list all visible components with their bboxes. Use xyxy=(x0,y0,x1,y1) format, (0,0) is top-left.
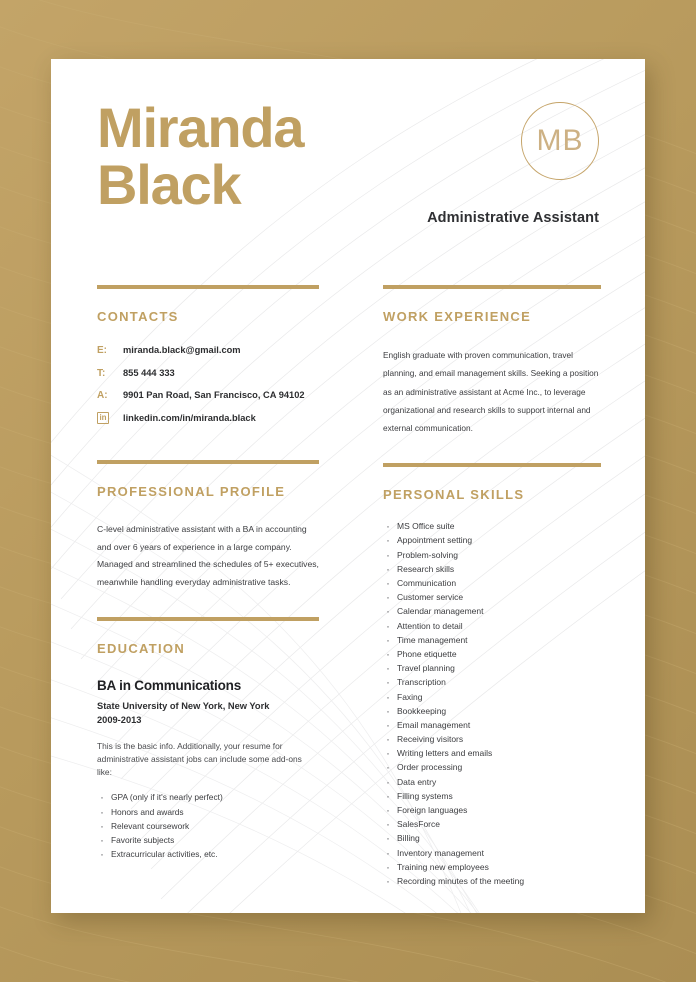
list-item: · Email management xyxy=(383,718,601,732)
list-item: · Receiving visitors xyxy=(383,732,601,746)
linkedin-icon[interactable]: in xyxy=(97,412,109,424)
education-bullet-list xyxy=(97,790,319,861)
section-title-education: EDUCATION xyxy=(97,641,186,657)
resume-card xyxy=(51,59,645,913)
section-professional-profile xyxy=(97,460,319,591)
work-experience-body: English graduate with proven communication, travel planning, and email management skills. Seeking a position as an administrative assistant at Acme Inc., to leverage organizational and research skills to support internal and external communication. xyxy=(383,350,599,433)
contact-list xyxy=(97,344,319,425)
list-item: · Research skills xyxy=(383,562,601,576)
list-item: · Travel planning xyxy=(383,661,601,675)
resume-header xyxy=(97,97,601,285)
section-personal-skills xyxy=(383,463,601,888)
contact-row-phone[interactable] xyxy=(97,367,319,380)
contact-row-address[interactable] xyxy=(97,389,319,402)
contact-value-linkedin[interactable]: linkedin.com/in/miranda.black xyxy=(123,412,256,423)
section-work-experience xyxy=(383,285,601,437)
section-divider-personal-skills xyxy=(383,463,601,467)
list-item: · Relevant coursework xyxy=(97,819,319,833)
education-school: State University of New York, New York xyxy=(97,701,270,712)
section-divider-professional-profile xyxy=(97,460,319,464)
list-item: · SalesForce xyxy=(383,817,601,831)
personal-skills-list xyxy=(383,519,601,888)
section-title-personal-skills: PERSONAL SKILLS xyxy=(383,487,525,503)
list-item: · Communication xyxy=(383,576,601,590)
right-column xyxy=(383,285,601,888)
section-contacts xyxy=(97,285,319,425)
contact-row-email[interactable] xyxy=(97,344,319,357)
list-item: · Inventory management xyxy=(383,846,601,860)
list-item: · Problem-solving xyxy=(383,548,601,562)
list-item: · Recording minutes of the meeting xyxy=(383,874,601,888)
section-title-contacts: CONTACTS xyxy=(97,309,179,324)
last-name: Black xyxy=(97,153,241,217)
list-item: · Appointment setting xyxy=(383,533,601,547)
list-item: · Phone etiquette xyxy=(383,647,601,661)
list-item: · Bookkeeping xyxy=(383,704,601,718)
education-degree: BA in Communications xyxy=(97,678,242,694)
list-item: · Honors and awards xyxy=(97,805,319,819)
contact-value-phone[interactable]: 855 444 333 xyxy=(123,367,175,378)
address-label-icon: A: xyxy=(97,390,108,401)
first-name: Miranda xyxy=(97,96,304,159)
list-item: · Time management xyxy=(383,633,601,647)
contact-value-email[interactable]: miranda.black@gmail.com xyxy=(123,345,241,355)
list-item: · Billing xyxy=(383,831,601,845)
section-title-work-experience: WORK EXPERIENCE xyxy=(383,309,532,324)
education-note: This is the basic info. Additionally, your resume for administrative assistant jobs can include some add-ons like: xyxy=(97,741,302,778)
list-item: · Attention to detail xyxy=(383,619,601,633)
list-item: · Training new employees xyxy=(383,860,601,874)
list-item: · Calendar management xyxy=(383,604,601,618)
job-title: Administrative Assistant xyxy=(427,210,599,226)
list-item: · Faxing xyxy=(383,690,601,704)
section-education xyxy=(97,617,319,861)
monogram-badge xyxy=(521,102,599,180)
candidate-name xyxy=(97,96,304,217)
list-item: · Writing letters and emails xyxy=(383,746,601,760)
resume-columns xyxy=(97,285,601,888)
list-item: · Filling systems xyxy=(383,789,601,803)
list-item: · Foreign languages xyxy=(383,803,601,817)
list-item: · Favorite subjects xyxy=(97,833,319,847)
list-item: · MS Office suite xyxy=(383,519,601,533)
professional-profile-body: C-level administrative assistant with a BA in accounting and over 6 years of experience in a large company. Managed and streamlined the schedules of 5+ executives, meanwhile handling everyday administrative tasks. xyxy=(97,524,319,587)
list-item: · Order processing xyxy=(383,760,601,774)
education-years: 2009-2013 xyxy=(97,714,142,725)
contact-value-address[interactable]: 9901 Pan Road, San Francisco, CA 94102 xyxy=(123,390,305,400)
list-item: · Customer service xyxy=(383,590,601,604)
section-divider-education xyxy=(97,617,319,621)
section-divider-work-experience xyxy=(383,285,601,289)
monogram-initials: MB xyxy=(536,124,584,157)
contact-row-linkedin[interactable] xyxy=(97,412,319,425)
phone-label-icon: T: xyxy=(97,367,106,379)
email-label-icon: E: xyxy=(97,345,107,356)
list-item: · Data entry xyxy=(383,775,601,789)
list-item: · Transcription xyxy=(383,675,601,689)
left-column xyxy=(97,285,319,888)
list-item: · Extracurricular activities, etc. xyxy=(97,847,319,861)
section-title-professional-profile: PROFESSIONAL PROFILE xyxy=(97,484,286,499)
section-divider-contacts xyxy=(97,285,319,289)
list-item: · GPA (only if it's nearly perfect) xyxy=(97,790,319,804)
